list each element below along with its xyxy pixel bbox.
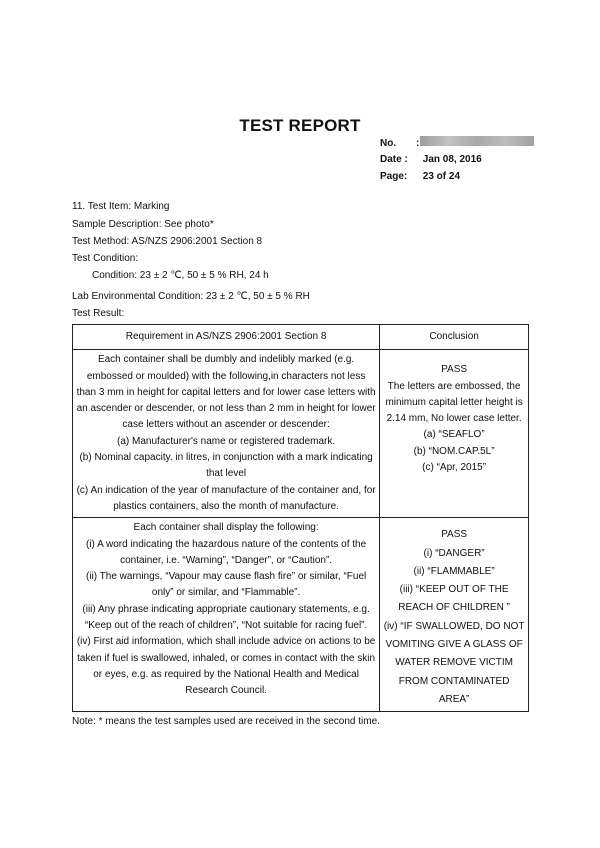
test-method: Test Method: AS/NZS 2906:2001 Section 8 xyxy=(72,236,263,247)
header-requirement: Requirement in AS/NZS 2906:2001 Section 8 xyxy=(73,325,380,350)
conclusion-text: (c) “Apr, 2015” xyxy=(422,462,487,474)
test-condition-label: Test Condition: xyxy=(72,253,139,264)
requirement-text: (iii) Any phrase indicating appropriate cautionary statements, e.g. “Keep out of the reach of children”, “Not suitable for racing fuel”. xyxy=(82,603,370,632)
conclusion-cell xyxy=(380,350,529,518)
lab-environmental-condition: Lab Environmental Condition: 23 ± 2 ℃, 50 ± 5 % RH xyxy=(72,291,310,302)
redacted-report-number xyxy=(420,136,534,146)
conclusion-text: (i) “DANGER” xyxy=(423,547,485,559)
header-conclusion: Conclusion xyxy=(380,325,529,350)
conclusion-text: PASS xyxy=(441,364,468,376)
report-page-value: 23 of 24 xyxy=(422,171,461,182)
report-title: TEST REPORT xyxy=(239,116,361,135)
report-date-value: Jan 08, 2016 xyxy=(422,154,482,165)
test-item: 11. Test Item: Marking xyxy=(72,201,170,212)
requirement-cell xyxy=(73,350,380,518)
conclusion-text: (b) “NOM.CAP.5L” xyxy=(413,445,495,457)
table-row xyxy=(73,350,529,518)
test-result-label: Test Result: xyxy=(72,308,125,319)
test-condition: Condition: 23 ± 2 ℃, 50 ± 5 % RH, 24 h xyxy=(92,270,269,281)
conclusion-text: (a) “SEAFLO” xyxy=(423,429,485,441)
report-page-label: Page: xyxy=(380,171,408,182)
conclusion-text: PASS xyxy=(441,529,468,541)
requirement-text: (i) A word indicating the hazardous nature of the contents of the container, i.e. “Warning”, “Danger”, or “Caution”. xyxy=(86,538,367,566)
requirement-text: (c) An indication of the year of manufacture of the container and, for plastics containers, also the month of manufacture. xyxy=(76,484,376,512)
sample-description: Sample Description: See photo* xyxy=(72,219,214,230)
conclusion-text: (iii) “KEEP OUT OF THE REACH OF CHILDREN ” xyxy=(398,584,510,614)
report-number xyxy=(380,138,419,149)
requirement-text: (b) Nominal capacity. in litres, in conjunction with a mark indicating that level xyxy=(79,452,373,480)
conclusion-text: (ii) “FLAMMABLE” xyxy=(413,565,495,577)
conclusion-text: The letters are embossed, the minimum capital letter height is 2.14 mm, No lower case letter. xyxy=(385,380,523,425)
requirement-text: (a) Manufacturer's name or registered trademark. xyxy=(117,435,336,447)
conclusion-cell xyxy=(380,518,529,712)
conclusion-text: (iv) “IF SWALLOWED, DO NOT VOMITING GIVE A GLASS OF WATER REMOVE VICTIM FROM CONTAMINATED AREA” xyxy=(383,620,525,705)
table-row xyxy=(73,518,529,712)
footnote: Note: * means the test samples used are received in the second time. xyxy=(72,716,380,727)
report-page xyxy=(380,171,460,182)
table-header-row xyxy=(73,325,529,350)
requirement-text: Each container shall be dumbly and indelibly marked (e.g. embossed or moulded) with the following,in characters not less than 3 mm in height for capital letters and for lower case letters with an ascender or descender, or not less than 2 mm in height for lower case letters without an ascender or descender: xyxy=(76,354,376,431)
requirement-text: Each container shall display the following: xyxy=(133,522,319,534)
requirement-cell xyxy=(73,518,380,712)
requirement-text: (ii) The warnings, “Vapour may cause flash fire” or similar, “Fuel only” or similar, and “Flammable”. xyxy=(85,571,367,599)
report-date xyxy=(380,154,482,165)
requirement-text: (iv) First aid information, which shall include advice on actions to be taken if fuel is swallowed, inhaled, or comes in contact with the skin or eyes, e.g. as required by the National Health and Medical Research Council. xyxy=(76,636,376,697)
result-table xyxy=(72,324,529,712)
report-date-label: Date : xyxy=(380,154,408,165)
report-number-label: No. xyxy=(380,138,397,149)
report-number-separator: : xyxy=(416,138,420,149)
